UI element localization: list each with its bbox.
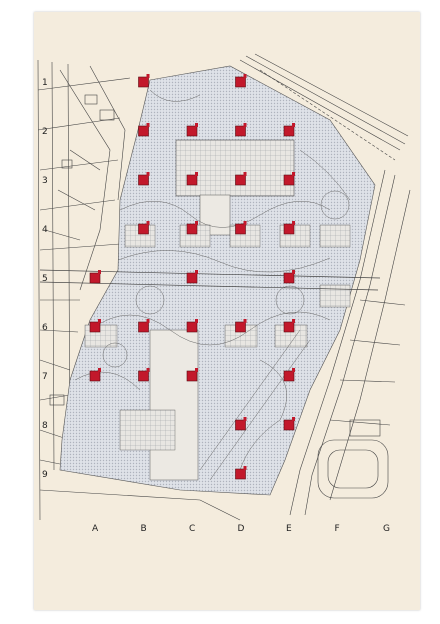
row-labels bbox=[42, 78, 48, 480]
column-label-E: E bbox=[286, 524, 292, 534]
column-labels bbox=[92, 524, 390, 534]
red-folly-m01 bbox=[139, 74, 150, 87]
row-label-6: 6 bbox=[42, 323, 48, 333]
row-label-1: 1 bbox=[42, 78, 48, 88]
column-label-A: A bbox=[92, 524, 99, 534]
row-label-2: 2 bbox=[42, 127, 48, 137]
row-label-3: 3 bbox=[42, 176, 48, 186]
row-label-4: 4 bbox=[42, 225, 48, 235]
column-label-D: D bbox=[237, 524, 245, 534]
red-folly-m15 bbox=[90, 270, 101, 283]
row-label-7: 7 bbox=[42, 372, 48, 382]
row-label-5: 5 bbox=[42, 274, 48, 284]
column-label-B: B bbox=[140, 524, 147, 534]
column-label-F: F bbox=[334, 524, 340, 534]
column-label-C: C bbox=[189, 524, 196, 534]
column-label-G: G bbox=[383, 524, 390, 534]
row-label-8: 8 bbox=[42, 421, 48, 431]
row-label-9: 9 bbox=[42, 470, 48, 480]
